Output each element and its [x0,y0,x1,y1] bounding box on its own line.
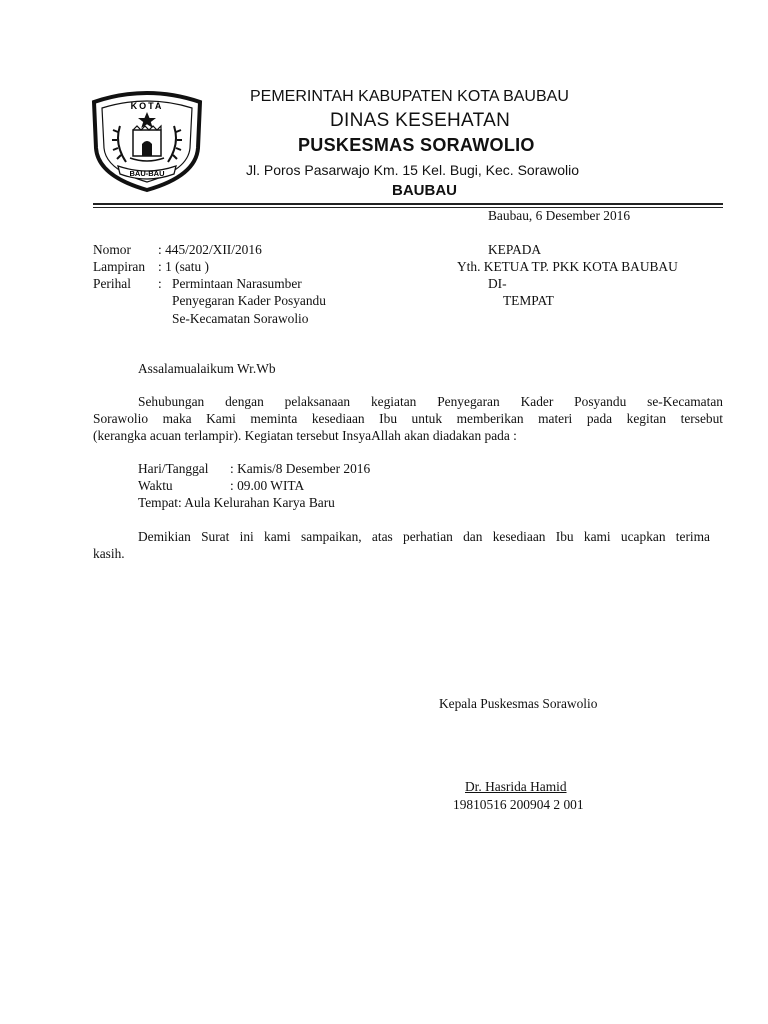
nomor-label: Nomor [93,242,131,257]
signature-nip: 19810516 200904 2 001 [453,797,584,812]
letterhead-institution: PUSKESMAS SORAWOLIO [298,135,535,155]
letterhead-department: DINAS KESEHATAN [330,110,511,131]
closing-line-1: Demikian Surat ini kami sampaikan, atas perhatian dan kesediaan Ibu kami ucapkan terima [138,529,710,544]
svg-text:KOTA: KOTA [130,101,164,111]
recipient-di: DI- [488,276,507,291]
svg-text:BAU-BAU: BAU-BAU [129,169,165,178]
tempat-line: Tempat: Aula Kelurahan Karya Baru [138,495,335,510]
closing-line-2: kasih. [93,546,125,561]
greeting: Assalamualaikum Wr.Wb [138,361,276,376]
paragraph-line-3: (kerangka acuan terlampir). Kegiatan tersebut InsyaAllah akan diadakan pada : [93,428,517,443]
letterhead-address: Jl. Poros Pasarwajo Km. 15 Kel. Bugi, Kec. Sorawolio [246,162,580,178]
signature-title: Kepala Puskesmas Sorawolio [439,696,598,711]
waktu-label: Waktu [138,478,173,493]
paragraph-line-2: Sorawolio maka Kami meminta kesediaan Ibu untuk memberikan materi pada kegitan tersebut [93,411,723,426]
hari-label: Hari/Tanggal [138,461,209,476]
perihal-colon: : [158,276,162,291]
perihal-line-3: Se-Kecamatan Sorawolio [172,311,309,326]
recipient-kepada: KEPADA [488,242,542,257]
city-seal-logo [88,88,206,193]
lampiran-value: : 1 (satu ) [158,259,209,274]
signature-name: Dr. Hasrida Hamid [465,779,567,794]
letterhead-divider-thick [93,203,723,205]
perihal-line-1: Permintaan Narasumber [172,276,302,291]
lampiran-label: Lampiran [93,259,146,274]
waktu-value: : 09.00 WITA [230,478,305,493]
perihal-line-2: Penyegaran Kader Posyandu [172,293,326,308]
recipient-yth: Yth. KETUA TP. PKK KOTA BAUBAU [457,259,678,274]
nomor-value: : 445/202/XII/2016 [158,242,262,257]
letterhead-government: PEMERINTAH KABUPATEN KOTA BAUBAU [250,88,569,105]
paragraph-line-1: Sehubungan dengan pelaksanaan kegiatan Penyegaran Kader Posyandu se-Kecamatan [138,394,723,409]
letter-date: Baubau, 6 Desember 2016 [488,208,631,223]
perihal-label: Perihal [93,276,131,291]
letterhead-city: BAUBAU [392,182,457,199]
recipient-tempat: TEMPAT [503,293,554,308]
hari-value: : Kamis/8 Desember 2016 [230,461,371,476]
